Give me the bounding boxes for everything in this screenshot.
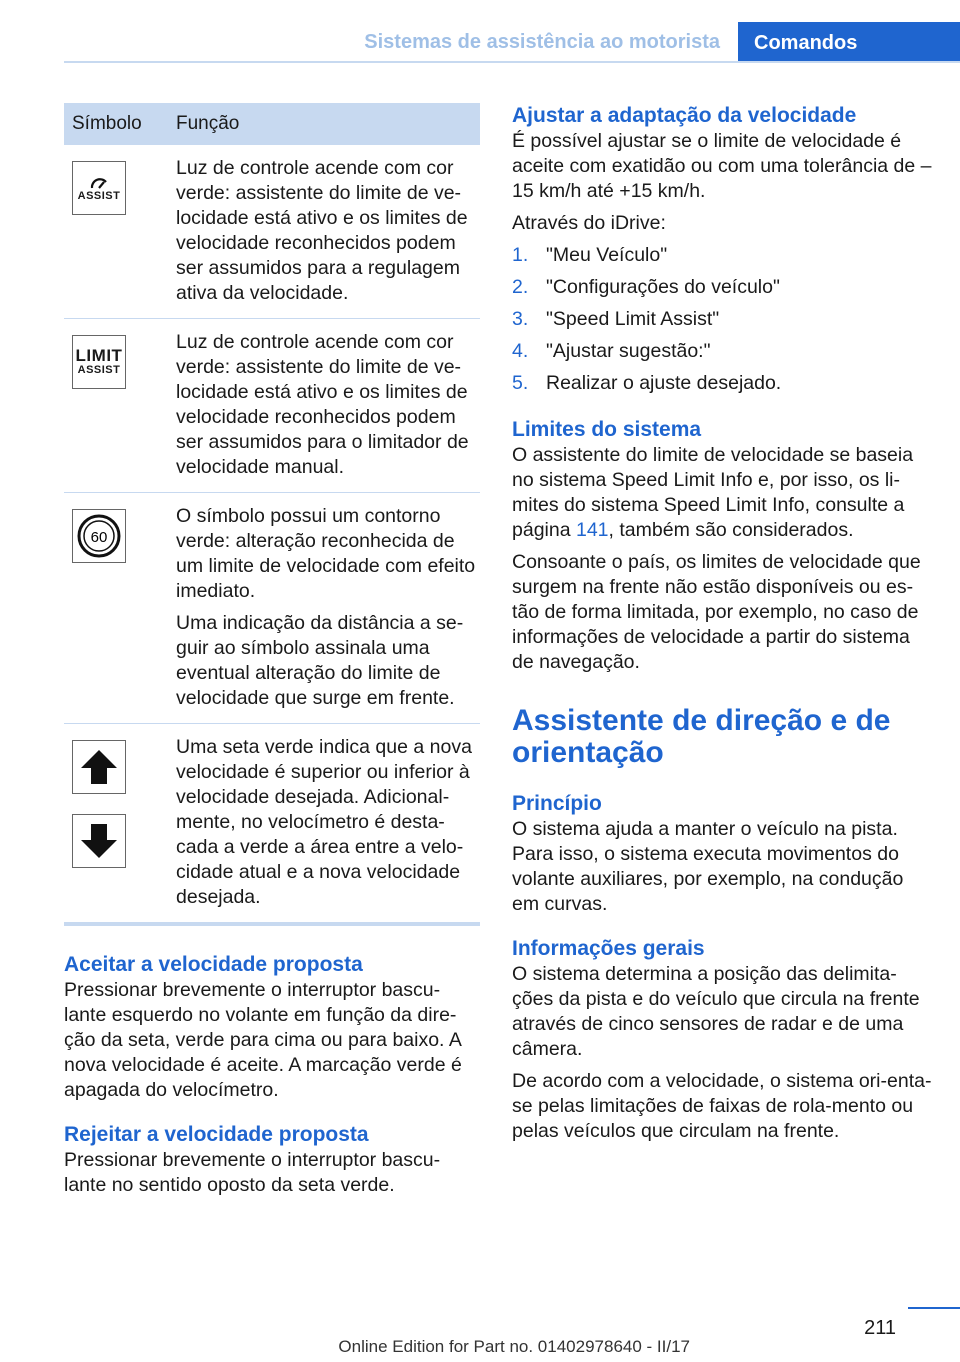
list-item: 5. Realizar o ajuste desejado. [512,372,782,394]
list-item: 1. "Meu Veículo" [512,244,668,266]
row-text: Luz de controle acende com cor verde: assistente do limite de ve-locidade está ativo e os limites de velocidade reconhecidos podem ser assumidos para o limitador de velocidade manual. [176,331,469,478]
list-item: 2. "Configurações do veículo" [512,276,780,298]
table-row [64,145,480,319]
right-column [512,103,932,1144]
edition-text: Online Edition for Part no. 01402978640 - II/17 [338,1337,690,1356]
table-header-row [64,103,480,145]
row-text: Uma seta verde indica que a nova velocidade é superior ou inferior à velocidade desejada. Adicional-mente, no velocímetro é desta-cada a verde a área entre a velo-cidade atual e a nova velocidade desejada. [176,736,472,908]
page-reference-link[interactable]: 141 [575,519,609,541]
list-item: 3. "Speed Limit Assist" [512,308,720,330]
limits-text-2: Consoante o país, os limites de velocidade que surgem na frente não estão disponíveis ou es-tão de forma limitada, por exemplo, no caso de informações de velocidade a partir do sistema de navegação. [512,551,921,673]
footer-divider [908,1307,960,1309]
steps-list [512,243,932,396]
row-text: Luz de controle acende com cor verde: assistente do limite de ve-locidade está ativo e os limites de velocidade reconhecidos podem ser assumidos para a regulagem ativa da velocidade. [176,157,468,304]
table-row [64,493,480,724]
page-number: 211 [864,1317,896,1339]
reject-text: Pressionar brevemente o interruptor bascu-lante no sentido oposto da seta verde. [64,1149,441,1196]
arrow-up-icon [72,740,126,794]
general-heading: Informações gerais [512,937,705,960]
svg-text:60: 60 [90,529,108,546]
row-text: O símbolo possui um contorno verde: alteração reconhecida de um limite de velocidade com efeito imediato. [176,505,476,602]
accept-text: Pressionar brevemente o interruptor bascu-lante esquerdo no volante em função da dire-ção da seta, verde para cima ou para baixo. A nova velocidade é aceite. A marcação verde é apagada do velocímetro. [64,979,462,1101]
accept-heading: Aceitar a velocidade proposta [64,953,363,976]
speed-limit-60-icon [72,509,126,563]
assist-speedometer-icon: ASSIST [72,161,126,215]
left-column [64,103,480,1198]
table-row [64,319,480,493]
limit-assist-icon: LIMIT ASSIST [72,335,126,389]
section-heading: Assistente de direção e de orientação [512,704,891,769]
principle-heading: Princípio [512,792,602,815]
arrow-down-icon [72,814,126,868]
column-header-function: Função [172,103,480,145]
reject-heading: Rejeitar a velocidade proposta [64,1123,369,1146]
principle-text: O sistema ajuda a manter o veículo na pista. Para isso, o sistema executa movimentos do volante auxiliares, por exemplo, na condução em curvas. [512,818,904,915]
adjust-heading: Ajustar a adaptação da velocidade [512,104,857,127]
row-text: Uma indicação da distância a se-guir ao símbolo assinala uma eventual alteração do limite de velocidade que surge em frente. [176,612,464,709]
general-text-2: De acordo com a velocidade, o sistema ori-enta-se pelas limitações de faixas de rola-mento ou pelas veículos que circulam na frente. [512,1070,932,1142]
list-item: 4. "Ajustar sugestão:" [512,340,711,362]
general-text: O sistema determina a posição das delimita-ções da pista e do veículo que circula na frente através de cinco sensores de radar e de uma câmera. [512,963,920,1060]
table-row [64,724,480,925]
limits-text: O assistente do limite de velocidade se baseia no sistema Speed Limit Info e, por isso, os li-mites do sistema Speed Limit Info, consulte a página 141, também são considerados. [512,444,914,541]
idrive-text: Através do iDrive: [512,212,666,234]
limits-heading: Limites do sistema [512,418,702,441]
symbol-table [64,103,480,926]
column-header-symbol: Símbolo [64,103,172,145]
header-section-title: Sistemas de assistência ao motorista [364,31,720,53]
header-divider [64,61,960,63]
header-chapter-tab: Comandos [738,22,960,62]
adjust-text: É possível ajustar se o limite de velocidade é aceite com exatidão ou com uma tolerância de –15 km/h até +15 km/h. [512,130,932,202]
